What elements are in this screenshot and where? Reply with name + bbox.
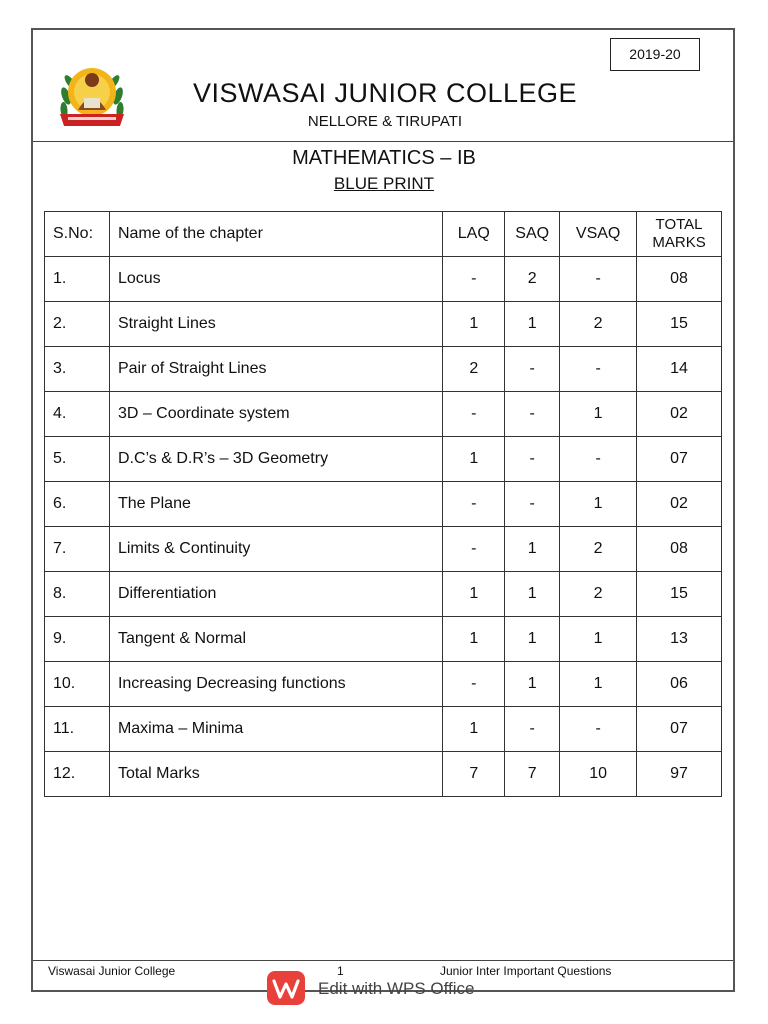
cell-laq: 1 — [443, 572, 505, 617]
table-row — [45, 392, 722, 437]
cell-chapter-name: Maxima – Minima — [109, 707, 442, 752]
cell-vsaq: 1 — [560, 617, 637, 662]
cell-saq: 1 — [505, 527, 560, 572]
table-row — [45, 707, 722, 752]
document-subtitle — [184, 174, 584, 194]
cell-sno: 8. — [45, 572, 110, 617]
cell-chapter-name: Limits & Continuity — [109, 527, 442, 572]
cell-chapter-name: D.C’s & D.R’s – 3D Geometry — [109, 437, 442, 482]
cell-sno: 12. — [45, 752, 110, 797]
table-body — [45, 257, 722, 797]
cell-laq: 1 — [443, 302, 505, 347]
header-saq: SAQ — [505, 212, 560, 257]
cell-saq: - — [505, 392, 560, 437]
header-chapter-name: Name of the chapter — [109, 212, 442, 257]
table-header-row — [45, 212, 722, 257]
cell-chapter-name: Locus — [109, 257, 442, 302]
cell-sno: 10. — [45, 662, 110, 707]
table-row — [45, 752, 722, 797]
cell-laq: - — [443, 392, 505, 437]
footer-college-name: Viswasai Junior College — [48, 964, 176, 978]
cell-vsaq: - — [560, 707, 637, 752]
cell-laq: - — [443, 662, 505, 707]
table-row — [45, 662, 722, 707]
header-laq: LAQ — [443, 212, 505, 257]
table-row — [45, 482, 722, 527]
cell-laq: - — [443, 527, 505, 572]
cell-sno: 5. — [45, 437, 110, 482]
cell-total-marks: 06 — [637, 662, 722, 707]
cell-chapter-name: 3D – Coordinate system — [109, 392, 442, 437]
cell-chapter-name: The Plane — [109, 482, 442, 527]
cell-saq: - — [505, 437, 560, 482]
cell-saq: 1 — [505, 572, 560, 617]
cell-saq: 1 — [505, 662, 560, 707]
cell-vsaq: 1 — [560, 662, 637, 707]
table-row — [45, 257, 722, 302]
cell-sno: 4. — [45, 392, 110, 437]
cell-sno: 1. — [45, 257, 110, 302]
cell-vsaq: - — [560, 437, 637, 482]
blueprint-table — [44, 211, 722, 797]
cell-vsaq: - — [560, 347, 637, 392]
cell-total-marks: 13 — [637, 617, 722, 662]
cell-total-marks: 14 — [637, 347, 722, 392]
college-location: NELLORE & TIRUPATI — [307, 113, 463, 130]
cell-laq: 1 — [443, 617, 505, 662]
cell-laq: 2 — [443, 347, 505, 392]
cell-total-marks: 02 — [637, 482, 722, 527]
table-row — [45, 437, 722, 482]
cell-chapter-name: Differentiation — [109, 572, 442, 617]
cell-total-marks: 97 — [637, 752, 722, 797]
cell-sno: 2. — [45, 302, 110, 347]
cell-vsaq: 2 — [560, 302, 637, 347]
cell-vsaq: 2 — [560, 527, 637, 572]
header-total-marks: TOTAL MARKS — [637, 212, 722, 257]
subtitle-text: BLUE PRINT — [333, 174, 435, 193]
footer-page-number: 1 — [337, 964, 344, 978]
cell-sno: 3. — [45, 347, 110, 392]
cell-vsaq: 1 — [560, 392, 637, 437]
table-row — [45, 617, 722, 662]
table-row — [45, 527, 722, 572]
cell-chapter-name: Straight Lines — [109, 302, 442, 347]
cell-sno: 11. — [45, 707, 110, 752]
cell-total-marks: 15 — [637, 572, 722, 617]
cell-saq: 1 — [505, 302, 560, 347]
cell-saq: - — [505, 347, 560, 392]
cell-saq: 2 — [505, 257, 560, 302]
cell-laq: - — [443, 257, 505, 302]
cell-chapter-name: Pair of Straight Lines — [109, 347, 442, 392]
footer-series-title: Junior Inter Important Questions — [440, 964, 612, 978]
cell-total-marks: 07 — [637, 707, 722, 752]
wps-edit-link[interactable]: Edit with WPS Office — [318, 979, 475, 998]
cell-vsaq: 10 — [560, 752, 637, 797]
header-sno: S.No: — [45, 212, 110, 257]
academic-year-box: 2019-20 — [610, 38, 700, 71]
cell-chapter-name: Increasing Decreasing functions — [109, 662, 442, 707]
subject-title: MATHEMATICS – IB — [292, 147, 476, 169]
header-vsaq: VSAQ — [560, 212, 637, 257]
cell-chapter-name: Tangent & Normal — [109, 617, 442, 662]
table-row — [45, 302, 722, 347]
cell-chapter-name: Total Marks — [109, 752, 442, 797]
table-row — [45, 572, 722, 617]
cell-sno: 9. — [45, 617, 110, 662]
cell-sno: 6. — [45, 482, 110, 527]
cell-saq: - — [505, 707, 560, 752]
cell-saq: 1 — [505, 617, 560, 662]
cell-total-marks: 08 — [637, 257, 722, 302]
footer-divider — [33, 960, 733, 961]
wps-office-icon[interactable] — [266, 970, 306, 1006]
cell-total-marks: 02 — [637, 392, 722, 437]
table-row — [45, 347, 722, 392]
cell-vsaq: 2 — [560, 572, 637, 617]
cell-laq: - — [443, 482, 505, 527]
cell-total-marks: 07 — [637, 437, 722, 482]
college-logo — [54, 52, 130, 136]
cell-laq: 1 — [443, 437, 505, 482]
cell-sno: 7. — [45, 527, 110, 572]
cell-total-marks: 15 — [637, 302, 722, 347]
cell-laq: 7 — [443, 752, 505, 797]
cell-vsaq: 1 — [560, 482, 637, 527]
cell-total-marks: 08 — [637, 527, 722, 572]
cell-saq: - — [505, 482, 560, 527]
cell-saq: 7 — [505, 752, 560, 797]
cell-vsaq: - — [560, 257, 637, 302]
college-name: VISWASAI JUNIOR COLLEGE — [192, 78, 578, 108]
header-divider — [33, 141, 733, 142]
cell-laq: 1 — [443, 707, 505, 752]
